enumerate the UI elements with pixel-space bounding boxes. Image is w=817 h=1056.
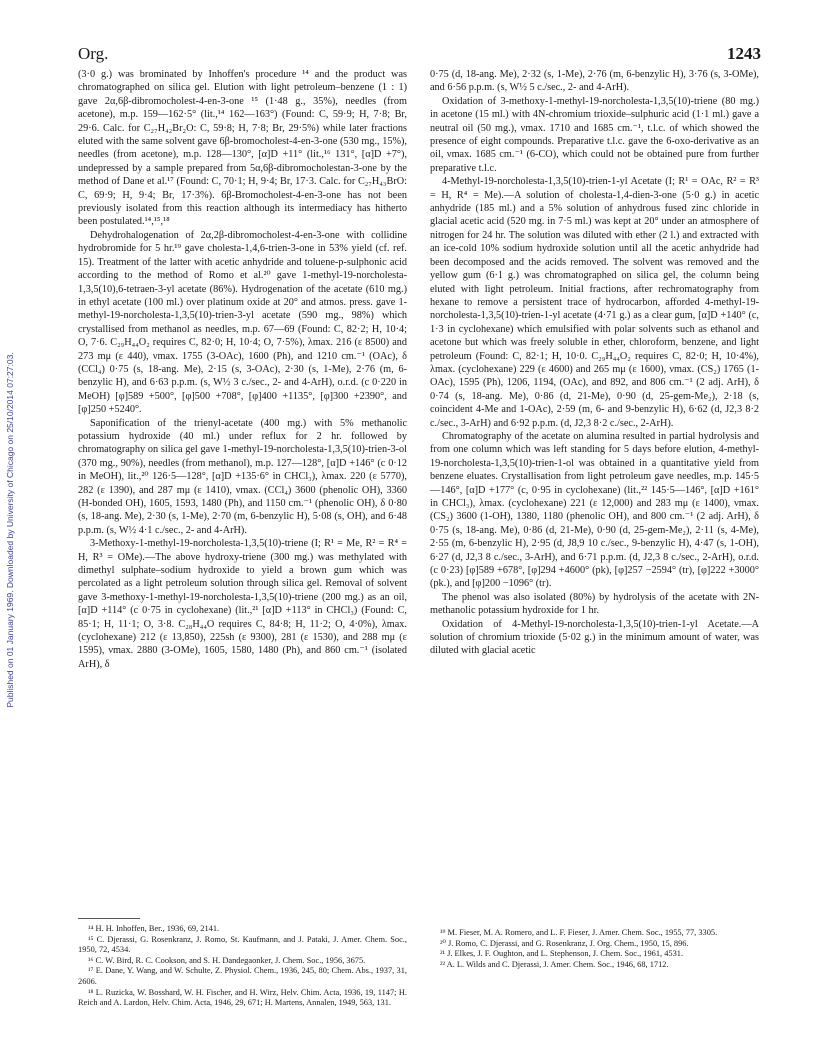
paragraph: The phenol was also isolated (80%) by hydrolysis of the acetate with 2N-methanolic potassium hydroxide for 1 hr. (430, 591, 759, 617)
paragraph: Saponification of the trienyl-acetate (400 mg.) with 5% methanolic potassium hydroxide (40 ml.) under reflux for 2 hr. followed by chromatography on silica gel gave 1-methyl-19-norcholesta-1,3,5(10)-trien-3-ol (370 mg., 90%), needles (from methanol), m.p. 127—128°, [α]D +146° (c 0·12 in MeOH), lit.,²⁰ 126·5—128°, [α]D +135·6° in CHCl₃), λmax. 220 (ε 5770), 282 (ε 1390), and 287 mμ (ε 1410), νmax. (CCl₄) 3600 (phenolic OH), 3360 (H-bonded OH), 1605, 1593, 1480 (Ph), and 1150 cm.⁻¹ (phenolic OH), δ 0·80 (s, 18-ang. Me), 2·30 (s, 1-Me), 2·70 (m, 6-benzylic H), 5·08 (s, OH), and 6·48 p.p.m. (s, W½ 4·1 c./sec., 2- and 4-ArH). (78, 417, 407, 536)
footnote: ¹⁶ C. W. Bird, R. C. Cookson, and S. H. Dandegaonker, J. Chem. Soc., 1956, 3675. (88, 955, 366, 965)
footnotes-left (78, 918, 407, 1009)
right-column (430, 68, 759, 658)
footnotes-right (430, 928, 759, 970)
footnote: ¹⁸ L. Ruzicka, W. Bosshard, W. H. Fischer, and H. Wirz, Helv. Chim. Acta, 1936, 19, 1147; H. Reich and A. Lardon, Helv. Chim. Acta, 1946, 29, 671; H. Martens, Annalen, 1949, 563, 131. (78, 987, 407, 1008)
footnote: ¹⁷ E. Dane, Y. Wang, and W. Schulte, Z. Physiol. Chem., 1936, 245, 80; Chem. Abs., 1937, 31, 2606. (78, 966, 407, 986)
paragraph: Oxidation of 3-methoxy-1-methyl-19-norcholesta-1,3,5(10)-triene (80 mg.) in acetone (15 ml.) with 4N-chromium trioxide–sulphuric acid (1·1 ml.) gave a neutral oil (50 mg.), νmax. 1710 and 1685 cm.⁻¹, t.l.c. of which showed the presence of eight compounds. Preparative t.l.c. gave the 6-oxo-derivative as an oil, νmax. 1685 cm.⁻¹ (6-CO), which could not be obtained pure from further preparative t.l.c. (430, 95, 759, 174)
footnote: ²¹ J. Elkes, J. F. Oughton, and L. Stephenson, J. Chem. Soc., 1961, 4531. (440, 949, 684, 959)
journal-name: Org. (78, 44, 109, 63)
publication-side-note (2, 90, 18, 970)
paragraph: Dehydrohalogenation of 2α,2β-dibromocholest-4-en-3-one with collidine hydrobromide for 5 hr.¹⁹ gave cholesta-1,4,6-trien-3-one in 53% yield (cf. ref. 15). Treatment of the latter with acetic anhydride and toluene-p-sulphonic acid according to the method of Romo et al.²⁰ gave 1-methyl-19-norcholesta-1,3,5(10),6-tetraen-3-yl acetate (86%). Hydrogenation of the acetate (610 mg.) in ethyl acetate (100 ml.) over platinum oxide at 20° and atmos. press. gave 1-methyl-19-norcholesta-1,3,5(10)-trien-3-yl acetate (590 mg., 98%) which crystallised from methanol as needles, m.p. 67—69 (Found: C, 82·2; H, 10·4; O, 7·6. C₂₉H₄₄O₂ requires C, 82·0; H, 10·4; O, 7·5%), λmax. 216 (ε 8500) and 273 mμ (ε 440), νmax. 1755 (3-OAc), 1600 (Ph), and 1210 cm.⁻¹ (OAc), δ (CCl₄) 0·75 (s, 18-ang. Me), 2·15 (s, 3-OAc), 2·30 (s, 1-Me), 2·76 (m, 6-benzylic H), and 6·63 p.p.m. (s, W½ 3 c./sec., 2- and 4-ArH), o.r.d. (c 0·220 in MeOH) [φ]589 +500°, [φ]500 +708°, [φ]400 +1135°, [φ]300 +2390°, and [φ]250 +5240°. (78, 229, 407, 416)
paragraph: Oxidation of 4-Methyl-19-norcholesta-1,3,5(10)-trien-1-yl Acetate.—A solution of chromium trioxide (5·02 g.) in the minimum amount of water, was diluted with glacial acetic (430, 618, 759, 657)
footnote: ¹⁹ M. Fieser, M. A. Romero, and L. F. Fieser, J. Amer. Chem. Soc., 1955, 77, 3305. (440, 928, 718, 937)
paragraph: 0·75 (d, 18-ang. Me), 2·32 (s, 1-Me), 2·76 (m, 6-benzylic H), 3·76 (s, 3-OMe), and 6·56 p.p.m. (s, W½ 5 c./sec., 2- and 4-ArH). (430, 69, 759, 94)
footnote: ²² A. L. Wilds and C. Djerassi, J. Amer. Chem. Soc., 1946, 68, 1712. (440, 959, 669, 969)
footnote: ¹⁴ H. H. Inhoffen, Ber., 1936, 69, 2141. (88, 924, 220, 933)
footnote-rule (78, 918, 140, 919)
side-note-text: Published on 01 January 1969. Downloaded by University of Chicago on 25/10/2014 07:27:03. (5, 352, 15, 708)
paragraph: Chromatography of the acetate on alumina resulted in partial hydrolysis and from one column which was left standing for 5 days before elution, 4-methyl-19-norcholesta-1,3,5(10)-trien-1-ol was obtained in a quantitative yield from benzene eluates. Crystallisation from light petroleum gave needles, m.p. 145·5—146°, [α]D +177° (c, 0·95 in cyclohexane) (lit.,²² 145·5—146°, [α]D +161° in CHCl₃), λmax. (cyclohexane) 221 (ε 12,000) and 283 mμ (ε 1400), νmax. (CS₂) 3600 (1-OH), 1380, 1180 (phenolic OH), and 800 cm.⁻¹ (2 adj. ArH), δ 0·75 (s, 18-ang. Me), 0·86 (d, 21-Me), 0·90 (d, 25-gem-Me₂), 2·11 (s, 4-Me), 2·55 (m, 6-benzylic H), 2·95 (d, J8,9 10 c./sec., 9-benzylic H), 4·47 (s, 1-OH), 6·27 (d, J2,3 8 c./sec., 3-ArH), and 6·71 p.p.m. (d, J2,3 8 c./sec., 2-ArH), o.r.d. (c 0·23) [φ]589 +678°, [φ]294 +4600° (pk), [φ]257 −2594° (tr), [φ]222 +3000° (pk.), and [φ]200 −1096° (tr). (430, 430, 759, 590)
page-number: 1243 (727, 44, 761, 63)
left-column (78, 68, 407, 671)
paragraph: (3·0 g.) was brominated by Inhoffen's procedure ¹⁴ and the product was chromatographed on silica gel. Elution with light petroleum–benzene (1 : 1) gave 2α,6β-dibromocholest-4-en-3-one ¹⁵ (1·48 g., 35%), needles (from acetone), m.p. 159—162·5° (lit.,¹⁴ 162—163°) (Found: C, 59·9; H, 7·8; Br, 29·6. Calc. for C₂₇H₄₂Br₂O: C, 59·8; H, 7·8; Br, 29·5%) while later fractions eluted with the same solvent gave 6β-bromocholest-4-en-3-one (530 mg., 15%), needles (from acetone), m.p. 128—130°, [α]D +11° (lit.,¹⁶ 131°, [α]D +7°), undepressed by a sample prepared from 5α,6β-dibromocholestan-3-one by the method of Dane et al.¹⁷ (Found: C, 70·1; H, 9·4; Br, 17·3. Calc. for C₂₇H₄₃BrO: C, 69·9; H, 9·4; Br, 17·3%). 6β-Bromocholest-4-en-3-one has not been previously isolated from this reaction although its intermediacy has hitherto been postulated.¹⁴,¹⁵,¹⁸ (78, 69, 407, 228)
footnote: ²⁰ J. Romo, C. Djerassi, and G. Rosenkranz, J. Org. Chem., 1950, 15, 896. (440, 938, 689, 948)
paragraph: 3-Methoxy-1-methyl-19-norcholesta-1,3,5(10)-triene (I; R¹ = Me, R² = R⁴ = H, R³ = OMe).—The above hydroxy-triene (300 mg.) was methylated with dimethyl sulphate–sodium hydroxide to yield a brown gum which was percolated as a light petroleum solution through silica gel. Removal of solvent gave 3-methoxy-1-methyl-19-norcholesta-1,3,5(10)-triene (200 mg.) as an oil, [α]D +114° (c 0·75 in cyclohexane) (lit.,²¹ [α]D +113° in CHCl₃) (Found: C, 85·1; H, 11·1; O, 3·8. C₂₈H₄₄O requires C, 84·8; H, 11·2; O, 4·0%), λmax. (cyclohexane) 212 (ε 13,850), 225sh (ε 9300), 281 (ε 1530), and 288 mμ (ε 1595), νmax. 2880 (3-OMe), 1605, 1580, 1480 (Ph), and 860 cm.⁻¹ (isolated ArH), δ (78, 538, 407, 670)
footnote: ¹⁵ C. Djerassi, G. Rosenkranz, J. Romo, St. Kaufmann, and J. Pataki, J. Amer. Chem. Soc., 1950, 72, 4534. (78, 934, 407, 955)
paragraph: 4-Methyl-19-norcholesta-1,3,5(10)-trien-1-yl Acetate (I; R¹ = OAc, R² = R³ = H, R⁴ = Me).—A solution of cholesta-1,4-dien-3-one (5·0 g.) in acetic anhydride (185 ml.) and a 5% solution of anhydrous fused zinc chloride in glacial acetic acid (520 mg. in 7·5 ml.) was kept at 20° under an atmosphere of nitrogen for 24 hr. The solution was diluted with ether (2 l.) and extracted with an ice-cold 10% sodium hydroxide solution until all the acetic anhydride had been decomposed and the acids removed. The solvent was removed and the yellow gum (6·1 g.) was chromatographed on silica gel, the column being eluted with light petroleum. Initial fractions, after rechromatography from hexane to remove a persistent trace of hydrocarbon, afforded 4-methyl-19-norcholesta-1,3,5(10)-trien-1-yl acetate (4·71 g.) as a clear gum, [α]D +140° (c, 1·3 in cyclohexane) which emulsified with polar solvents such as ethanol and acetone but which was freely soluble in ether, chloroform, benzene, and light petroleum (Found: C, 82·1; H, 10·0. C₂₉H₄₄O₂ requires C, 82·0; H, 10·4%), λmax. (cyclohexane) 229 (ε 4600) and 265 mμ (ε 1600), νmax. (CS₂) 1765 (1-OAc), 1595 (Ph), 1206, 1194, (OAc), and 892, and 806 cm.⁻¹ (2 adj. ArH), δ 0·74 (s, 18-ang. Me), 0·86 (d, 21-Me), 0·90 (d, 25-gem-Me₂), 2·18 (s, coincident 4-Me and 1-OAc), 2·59 (m, 6- and 9-benzylic H), 6·62 (d, J2,3 8·2 c./sec., 3-ArH) and 6·92 p.p.m. (d, J2,3 8·2 c./sec., 2-ArH). (430, 176, 759, 429)
page-header (78, 44, 761, 64)
